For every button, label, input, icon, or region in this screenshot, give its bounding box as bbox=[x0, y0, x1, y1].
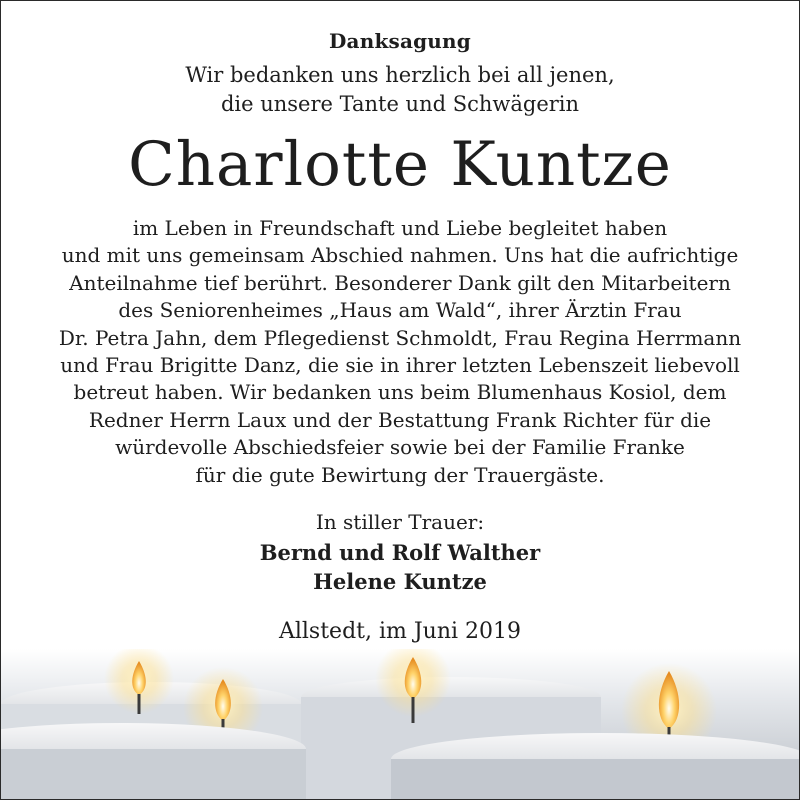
thanks-line: und Frau Brigitte Danz, die sie in ihrer letzten Lebenszeit liebevoll bbox=[60, 353, 740, 378]
thanks-line: Anteilnahme tief berührt. Besonderer Dank gilt den Mitarbeitern bbox=[69, 270, 731, 295]
intro-line: die unsere Tante und Schwägerin bbox=[220, 92, 580, 116]
mourner-name: Helene Kuntze bbox=[313, 569, 487, 594]
thanks-line: Dr. Petra Jahn, dem Pflegedienst Schmoldt, Frau Regina Herrmann bbox=[58, 325, 742, 350]
mourner-names bbox=[1, 538, 799, 596]
mourning-label: In stiller Trauer: bbox=[315, 510, 485, 534]
candles-photo bbox=[1, 649, 799, 799]
thanks-line: im Leben in Freundschaft und Liebe begleitet haben bbox=[132, 216, 668, 240]
deceased-name: Charlotte Kuntze bbox=[128, 129, 672, 200]
mourner-name: Bernd und Rolf Walther bbox=[259, 540, 541, 565]
intro-text bbox=[1, 61, 799, 119]
heading: Danksagung bbox=[329, 29, 471, 53]
thanks-line: des Seniorenheimes „Haus am Wald“, ihrer Ärztin Frau bbox=[118, 298, 682, 323]
thanks-text bbox=[1, 215, 799, 489]
thanks-line: betreut haben. Wir bedanken uns beim Blumenhaus Kosiol, dem bbox=[73, 380, 727, 405]
thanks-line: Redner Herrn Laux und der Bestattung Frank Richter für die bbox=[88, 407, 712, 432]
thanks-line: für die gute Bewirtung der Trauergäste. bbox=[195, 462, 605, 487]
thanks-line: und mit uns gemeinsam Abschied nahmen. Uns hat die aufrichtige bbox=[61, 243, 739, 268]
thanks-line: würdevolle Abschiedsfeier sowie bei der Familie Franke bbox=[115, 435, 685, 460]
intro-line: Wir bedanken uns herzlich bei all jenen, bbox=[185, 63, 615, 87]
place-date: Allstedt, im Juni 2019 bbox=[278, 619, 522, 644]
